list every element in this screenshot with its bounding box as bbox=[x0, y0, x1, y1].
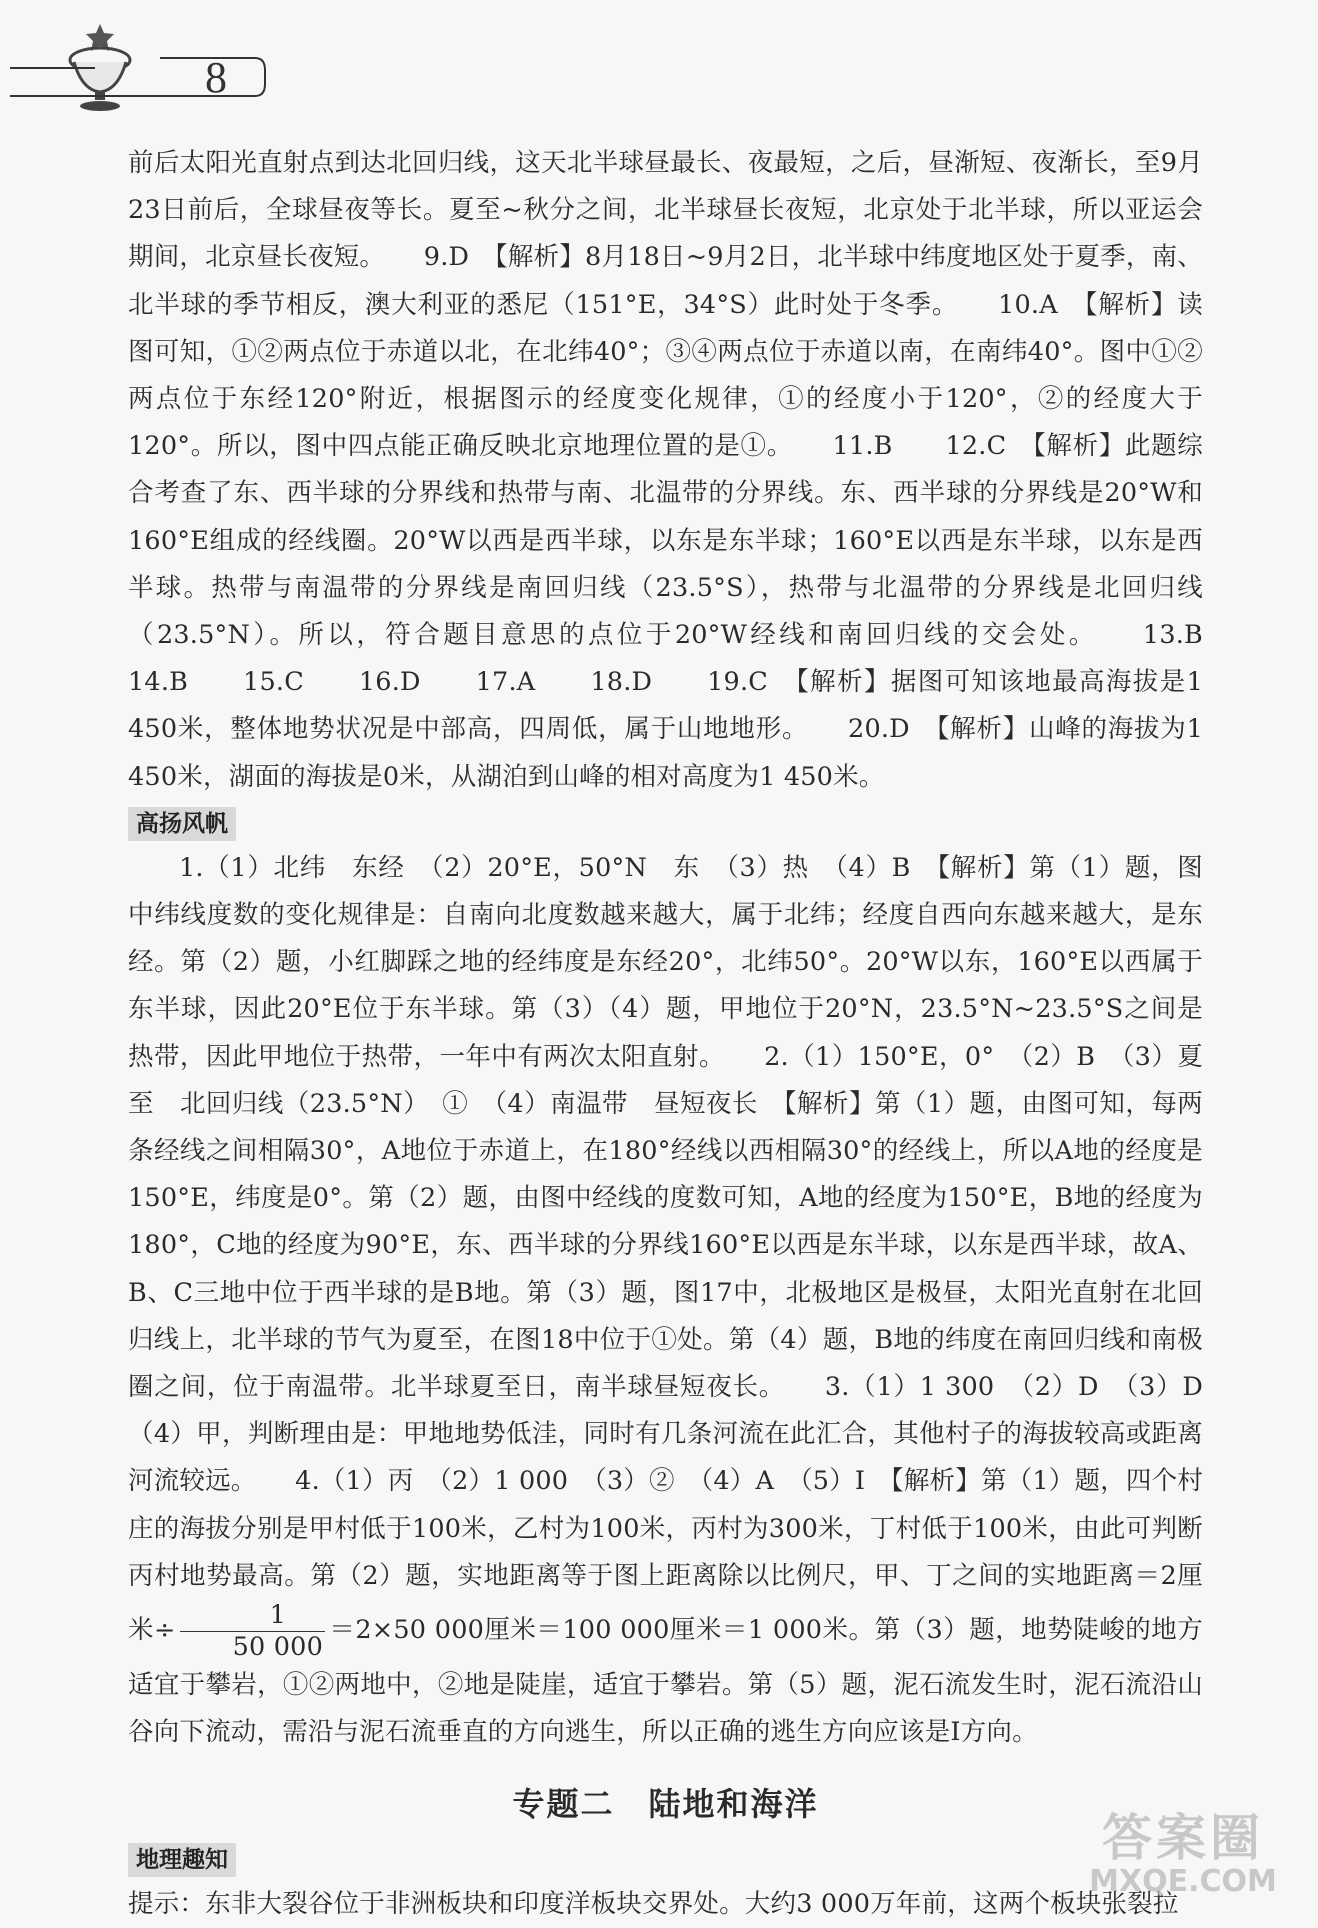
page-number: 8 bbox=[205, 53, 227, 102]
fraction: $\frac{1}{50 000}$ bbox=[180, 1600, 325, 1662]
section-label: 高扬风帆 bbox=[128, 807, 236, 841]
topic-heading: 专题二 陆地和海洋 bbox=[512, 1784, 819, 1823]
header-frame bbox=[0, 0, 1318, 140]
answer-paragraph: 提示：东非大裂谷位于非洲板块和印度洋板块交界处。大约3 000万年前，这两个板块张裂拉 bbox=[128, 1888, 1179, 1919]
section-label: 地理趣知 bbox=[128, 1843, 236, 1877]
watermark-en: MXQE.COM bbox=[1089, 1864, 1277, 1899]
watermark-cn: 答案圈 bbox=[1102, 1809, 1264, 1867]
answer-content bbox=[128, 140, 1255, 1928]
page-header bbox=[0, 0, 1318, 140]
answer-paragraph: 1.（1）北纬 东经 （2）20°E，50°N 东 （3）热 （4）B 【解析】第（1）题，图中纬线度数的变化规律是：自南向北度数越来越大，属于北纬；经度自西向东越来越大，是东经。第（2）题，小红脚踩之地的经纬度是东经20°，北纬50°。20°W以东，160°E以西属于东半球，因此20°E位于东半球。第（3）（4）题，甲地位于20°N，23.5°N~23.5°S之间是热带，因此甲地位于热带，一年中有两次太阳直射。 2.（1）150°E，0° （2）B （3）夏至 北回归线（23.5°N） ① （4）南温带 昼短夜长 【解析】第（1）题，由图可知，每两条经线之间相隔30°，A地位于赤道上，在180°经线以西相隔30°的经线上，所以A地的经度是150°E，纬度是0°。第（2）题，由图中经线的度数可知，A地的经度为150°E，B地的经度为180°，C地的经度为90°E，东、西半球的分界线160°E以西是东半球，以东是西半球，故A、B、C三地中位于西半球的是B地。第（3）题，图17中，北极地区是极昼，太阳光直射在北回归线上，北半球的节气为夏至，在图18中位于①处。第（4）题，B地的纬度在南回归线和南极圈之间，位于南温带。北半球夏至日，南半球昼短夜长。 3.（1）1 300 （2）D （3）D （4）甲，判断理由是：甲地地势低洼，同时有几条河流在此汇合，其他村子的海拔较高或距离河流较远。 4.（1）丙 （2）1 000 （3）② （4）A （5）Ⅰ 【解析】第（1）题，四个村庄的海拔分别是甲村低于100米，乙村为100米，丙村为300米，丁村低于100米，由此可判断丙村地势最高。第（2）题，实地距离等于图上距离除以比例尺，甲、丁之间的实地距离＝2厘米÷ $\frac{1}{50 000}$ ＝2×50 000厘米＝100 000厘米＝1 000米。第（3）题，地势陡峻的地方适宜于攀岩，①②两地中，②地是陡崖，适宜于攀岩。第（5）题，泥石流发生时，泥石流沿山谷向下流动，需沿与泥石流垂直的方向逃生，所以正确的逃生方向应该是Ⅰ方向。 bbox=[128, 852, 1229, 1748]
answer-paragraph: 前后太阳光直射点到达北回归线，这天北半球昼最长、夜最短，之后，昼渐短、夜渐长，至9月23日前后，全球昼夜等长。夏至~秋分之间，北半球昼长夜短，北京处于北半球，所以亚运会期间，北京昼长夜短。 9.D 【解析】8月18日~9月2日，北半球中纬度地区处于夏季，南、北半球的季节相反，澳大利亚的悉尼（151°E，34°S）此时处于冬季。 10.A 【解析】读图可知，①②两点位于赤道以北，在北纬40°；③④两点位于赤道以南，在南纬40°。图中①②两点位于东经120°附近，根据图示的经度变化规律，①的经度小于120°，②的经度大于120°。所以，图中四点能正确反映北京地理位置的是①。 11.B 12.C 【解析】此题综合考查了东、西半球的分界线和热带与南、北温带的分界线。东、西半球的分界线是20°W和160°E组成的经线圈。20°W以西是西半球，以东是东半球；160°E以西是东半球，以东是西半球。热带与南温带的分界线是南回归线（23.5°S），热带与北温带的分界线是北回归线（23.5°N）。所以，符合题目意思的点位于20°W经线和南回归线的交会处。 13.B 14.B 15.C 16.D 17.A 18.D 19.C 【解析】据图可知该地最高海拔是1 450米，整体地势状况是中部高，四周低，属于山地地形。 20.D 【解析】山峰的海拔为1 450米，湖面的海拔是0米，从湖泊到山峰的相对高度为1 450米。 bbox=[128, 148, 1255, 792]
watermark-logo bbox=[1068, 1798, 1298, 1898]
